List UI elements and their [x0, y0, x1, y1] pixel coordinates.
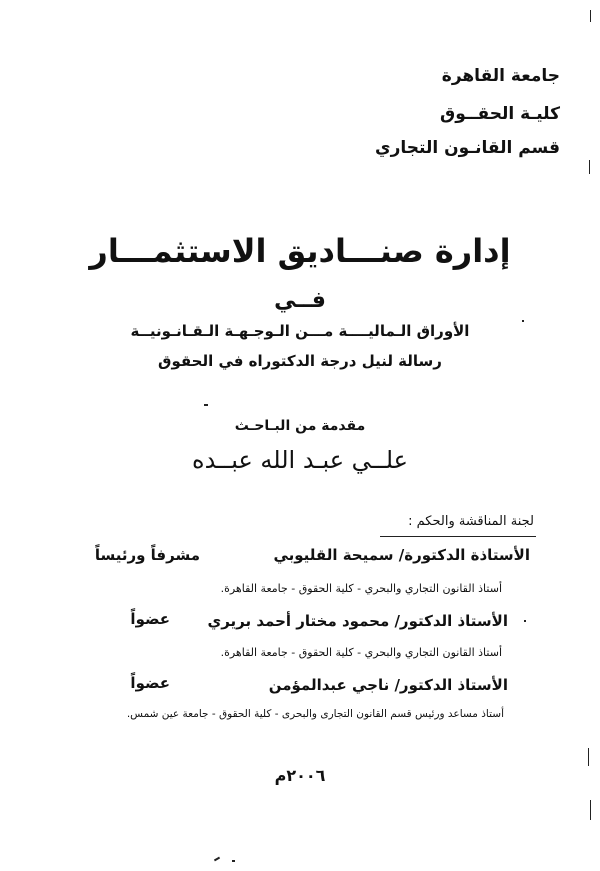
heading-underline [380, 536, 536, 537]
scan-speck [590, 800, 591, 820]
degree-statement: رسالة لنيل درجة الدكتوراه في الحقوق [158, 352, 442, 370]
scan-speck [524, 620, 526, 622]
researcher-label: مقدمة من البـاحـث [234, 418, 366, 434]
thesis-title: إدارة صنـــاديق الاستثمـــار [89, 232, 511, 270]
department-name: قسم القانـون التجاري [375, 138, 560, 158]
committee-member-affiliation: أستاذ القانون التجاري والبحري - كلية الحقوق - جامعة القاهرة. [220, 646, 502, 659]
scan-speck [232, 860, 235, 862]
committee-member-role: عضواً [130, 610, 170, 628]
faculty-name: كليـة الحقــوق [440, 104, 560, 124]
committee-member-role: عضواً [130, 674, 170, 692]
committee-member-name: الأستاذ الدكتور/ محمود مختار أحمد بريري [207, 612, 508, 630]
university-name: جامعة القاهرة [441, 66, 560, 86]
scan-speck [589, 160, 590, 174]
committee-heading: لجنة المناقشة والحكم : [408, 514, 534, 529]
scan-speck [588, 748, 589, 766]
scan-speck [214, 857, 220, 862]
title-connector: فــي [274, 288, 326, 313]
committee-member-affiliation: أستاذ مساعد ورئيس قسم القانون التجارى والبحرى - كلية الحقوق - جامعة عين شمس. [126, 708, 504, 720]
scan-speck [522, 320, 524, 322]
year: ٢٠٠٦م [274, 766, 326, 785]
committee-member-name: الأستاذ الدكتور/ ناجي عبدالمؤمن [268, 676, 508, 694]
scan-speck [590, 10, 591, 22]
scan-speck [204, 404, 208, 406]
committee-member-role: مشرفاً ورئيساً [94, 546, 200, 564]
committee-member-name: الأستاذة الدكتورة/ سميحة القليوبي [273, 546, 530, 564]
thesis-subtitle: الأوراق الـماليــــة مـــن الـوجـهـة الـقـانـونيــة [130, 322, 470, 340]
researcher-name: علــي عبـد الله عبــده [192, 446, 408, 474]
committee-member-affiliation: أستاذ القانون التجاري والبحري - كلية الحقوق - جامعة القاهرة. [220, 582, 502, 595]
